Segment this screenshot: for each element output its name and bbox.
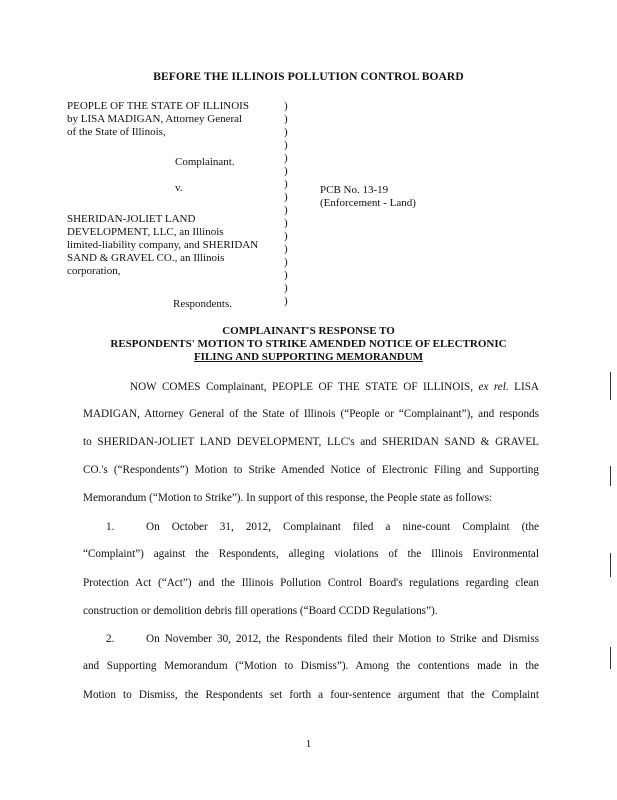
court-title: BEFORE THE ILLINOIS POLLUTION CONTROL BOARD — [153, 71, 464, 83]
paren: ) — [284, 139, 288, 151]
intro-line: Memorandum (“Motion to Strike”). In support of this response, the People state as follows: — [83, 492, 493, 504]
caption-line: by LISA MADIGAN, Attorney General — [67, 113, 243, 125]
caption-line — [67, 169, 258, 182]
paren: ) — [284, 295, 288, 307]
para1-line: On October 31, 2012, Complainant filed a nine-count Complaint (the — [146, 521, 539, 533]
para2-line: and Supporting Memorandum (“Motion to Dismiss”). Among the contentions made in the — [83, 660, 539, 672]
para2-line: Motion to Dismiss, the Respondents set forth a four-sentence argument that the Complaint — [83, 689, 539, 701]
intro-line: CO.'s (“Respondents”) Motion to Strike Amended Notice of Electronic Filing and Supporting — [83, 464, 539, 476]
paren: ) — [284, 100, 288, 112]
intro-line: MADIGAN, Attorney General of the State of Illinois (“People or “Complainant”), and responds — [83, 408, 539, 420]
revision-margin-mark — [610, 647, 611, 669]
motion-heading-line2: RESPONDENTS' MOTION TO STRIKE AMENDED NOTICE OF ELECTRONIC — [110, 338, 507, 350]
caption-line: limited-liability company, and SHERIDAN — [67, 239, 259, 251]
paren: ) — [284, 191, 288, 203]
para1-number: 1. — [106, 521, 115, 533]
paren: ) — [284, 269, 288, 281]
caption-line — [67, 278, 258, 298]
page-number: 1 — [305, 738, 312, 750]
motion-heading-line1: COMPLAINANT'S RESPONSE TO — [222, 325, 395, 337]
para1-line: construction or demolition debris fill operations (“Board CCDD Regulations”). — [83, 605, 438, 617]
revision-margin-mark — [610, 553, 611, 577]
caption-line: DEVELOPMENT, LLC, an Illinois — [67, 226, 224, 238]
revision-margin-mark — [610, 372, 611, 400]
paren: ) — [284, 230, 288, 242]
caption-line: of the State of Illinois, — [67, 126, 166, 138]
intro-line — [130, 380, 539, 394]
caption-complainant: Complainant. — [175, 156, 235, 168]
paren: ) — [284, 243, 288, 255]
caption-respondents: Respondents. — [173, 298, 232, 310]
paren: ) — [284, 217, 288, 229]
caption-line: PEOPLE OF THE STATE OF ILLINOIS — [67, 100, 249, 112]
para1-line: Protection Act (“Act”) and the Illinois Pollution Control Board's regulations regarding clean — [83, 577, 539, 589]
motion-heading-line3 — [0, 351, 617, 364]
revision-margin-mark — [610, 466, 611, 486]
intro-line1-b: LISA — [514, 381, 540, 393]
paren: ) — [284, 152, 288, 164]
paren: ) — [284, 282, 288, 294]
para1-line: “Complaint”) against the Respondents, alleging violations of the Illinois Environmental — [83, 548, 539, 560]
caption-line: SAND & GRAVEL CO., an Illinois — [67, 252, 225, 264]
caption-paren-column — [284, 100, 288, 308]
intro-ex-rel: ex rel. — [478, 381, 509, 393]
caption-versus: v. — [175, 182, 183, 194]
caption-line: corporation, — [67, 265, 121, 277]
paren: ) — [284, 126, 288, 138]
caption-line — [67, 195, 258, 213]
caption-line: SHERIDAN-JOLIET LAND — [67, 213, 196, 225]
paren: ) — [284, 165, 288, 177]
paren: ) — [284, 256, 288, 268]
para2-number: 2. — [106, 633, 115, 645]
paren: ) — [284, 204, 288, 216]
case-number: PCB No. 13-19 — [320, 184, 389, 196]
caption-left — [67, 100, 258, 311]
para2-line: On November 30, 2012, the Respondents filed their Motion to Strike and Dismiss — [146, 633, 539, 645]
paren: ) — [284, 113, 288, 125]
case-type: (Enforcement - Land) — [320, 197, 416, 209]
paren: ) — [284, 178, 288, 190]
motion-heading-line3-text: FILING AND SUPPORTING MEMORANDUM — [193, 351, 424, 363]
intro-line: to SHERIDAN-JOLIET LAND DEVELOPMENT, LLC's and SHERIDAN SAND & GRAVEL — [83, 436, 539, 448]
intro-line1-a: NOW COMES Complainant, PEOPLE OF THE STATE OF ILLINOIS, — [130, 381, 474, 393]
caption-line — [67, 139, 258, 156]
